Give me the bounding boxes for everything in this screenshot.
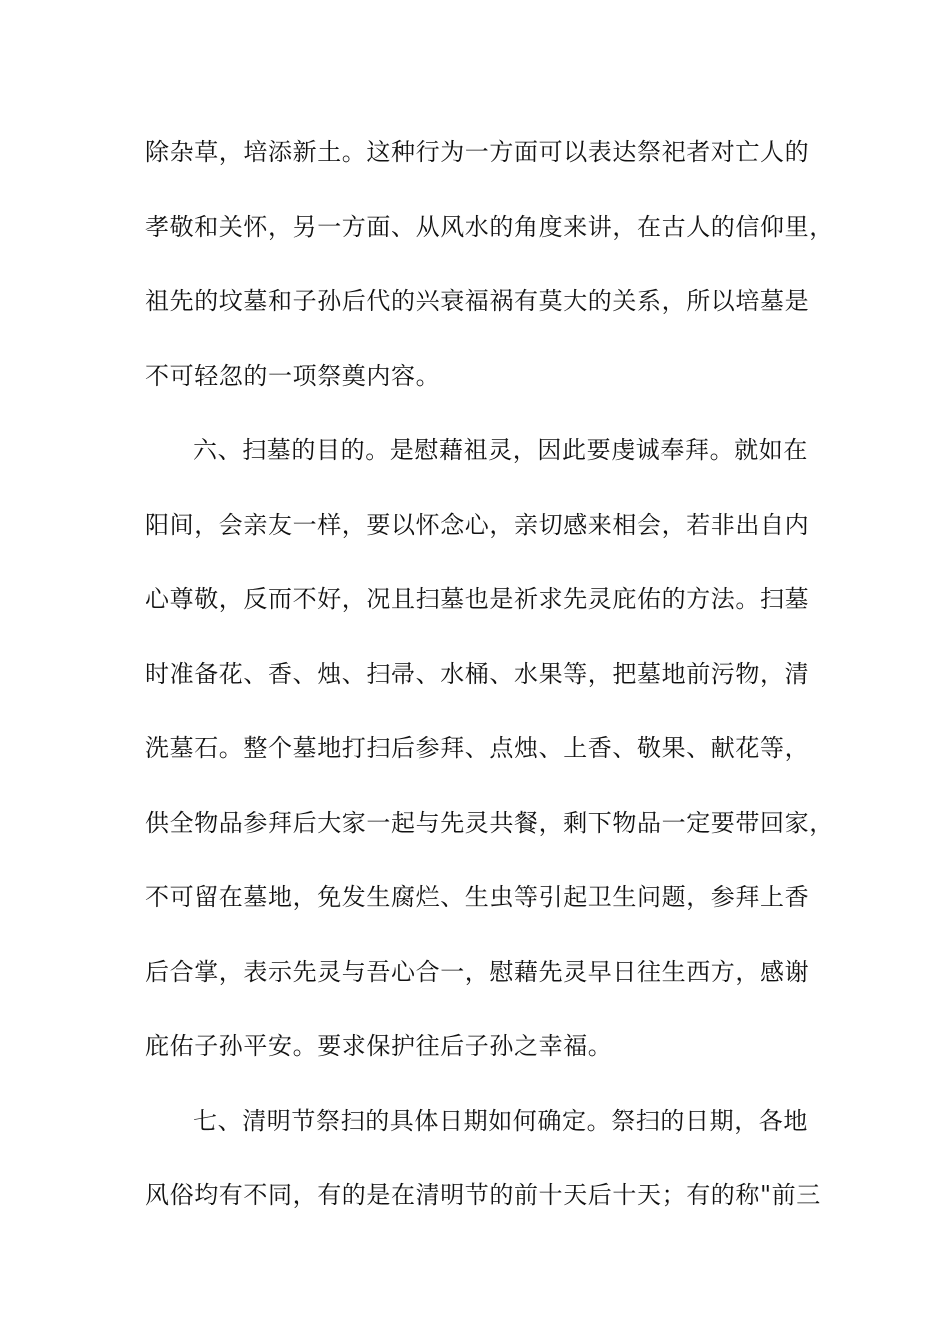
text-line-section-seven-heading: 七、清明节祭扫的具体日期如何确定。祭扫的日期，各地 — [193, 1106, 808, 1135]
text-line: 庇佑子孙平安。要求保护往后子孙之幸福。 — [145, 1032, 613, 1060]
text-line: 洗墓石。整个墓地打扫后参拜、点烛、上香、敬果、献花等， — [145, 734, 810, 762]
text-line: 后合掌，表示先灵与吾心合一，慰藉先灵早日往生西方，感谢 — [145, 957, 810, 986]
text-line: 供全物品参拜后大家一起与先灵共餐，剩下物品一定要带回家， — [145, 808, 834, 837]
text-line: 除杂草，培添新土。这种行为一方面可以表达祭祀者对亡人的 — [145, 138, 810, 166]
text-line: 不可留在墓地，免发生腐烂、生虫等引起卫生问题，参拜上香 — [145, 883, 810, 911]
text-line: 心尊敬，反而不好，况且扫墓也是祈求先灵庇佑的方法。扫墓 — [145, 585, 810, 613]
text-line: 时准备花、香、烛、扫帚、水桶、水果等，把墓地前污物，清 — [145, 659, 810, 688]
text-line: 孝敬和关怀，另一方面、从风水的角度来讲，在古人的信仰里， — [145, 212, 834, 241]
text-line: 风俗均有不同，有的是在清明节的前十天后十天；有的称"前三 — [145, 1181, 821, 1209]
text-line-section-six-heading: 六、扫墓的目的。是慰藉祖灵，因此要虔诚奉拜。就如在 — [193, 436, 808, 464]
text-line: 祖先的坟墓和子孙后代的兴衰福祸有莫大的关系，所以培墓是 — [145, 287, 810, 315]
text-line: 不可轻忽的一项祭奠内容。 — [145, 361, 441, 390]
body-text — [145, 132, 835, 1250]
text-line: 阳间，会亲友一样，要以怀念心，亲切感来相会，若非出自内 — [145, 510, 810, 539]
